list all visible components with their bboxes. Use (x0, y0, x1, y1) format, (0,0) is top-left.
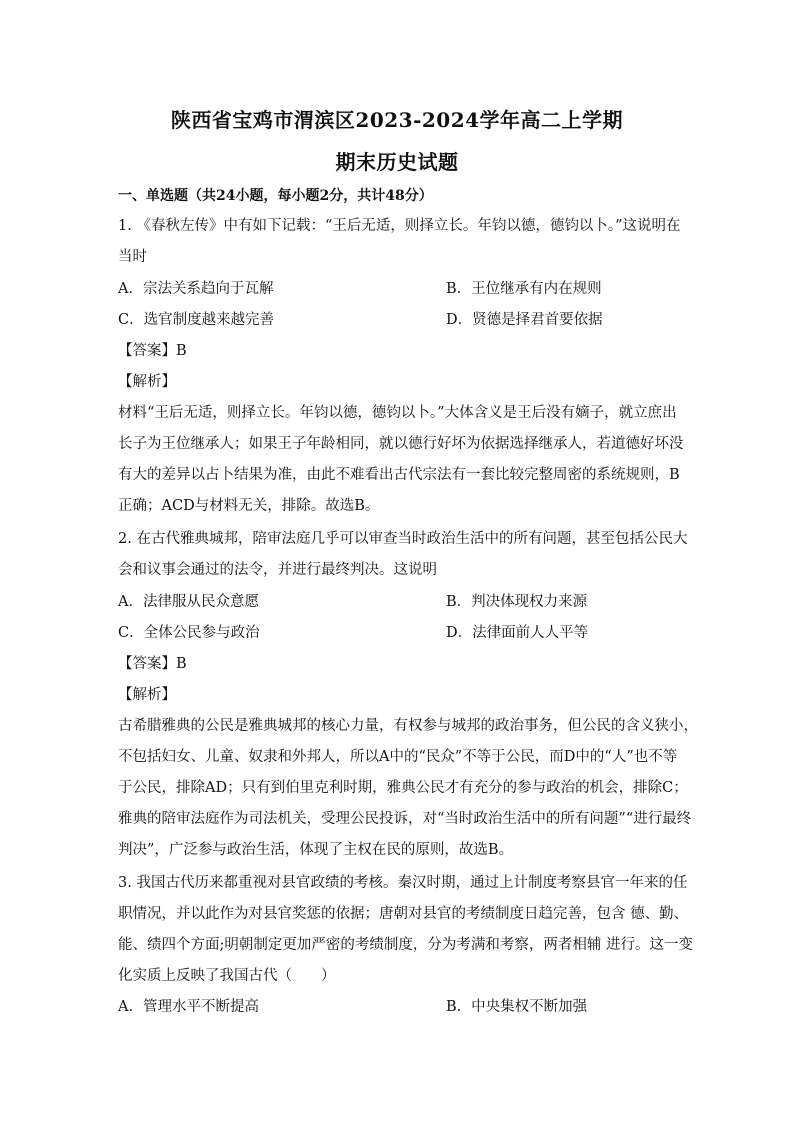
q1-analysis-label: 【解析】 (118, 374, 176, 390)
q2-analysis-label: 【解析】 (118, 687, 176, 703)
q2-stem-line1: 2. 在古代雅典城邦，陪审法庭几乎可以审查当时政治生活中的所有问题，甚至包括公民大 (118, 531, 688, 547)
q2-answer: 【答案】B (118, 656, 187, 672)
q1-analysis-line4: 正确；ACD与材料无关，排除。故选B。 (118, 498, 380, 514)
q3-option-a: A．管理水平不断提高 (118, 999, 259, 1015)
q1-stem-line2: 当时 (118, 249, 147, 265)
q1-answer: 【答案】B (118, 343, 187, 359)
q3-stem-line1: 3. 我国古代历来都重视对县官政绩的考核。秦汉时期，通过上计制度考察县官一年来的任 (118, 875, 688, 891)
q2-option-c: C．全体公民参与政治 (118, 625, 260, 641)
q1-analysis-line3: 有大的差异以占卜结果为准，由此不难看出古代宗法有一套比较完整周密的系统规则，B (118, 467, 680, 483)
q2-option-b: B．判决体现权力来源 (446, 594, 588, 610)
q2-analysis-line1: 古希腊雅典的公民是雅典城邦的核心力量，有权参与城邦的政治事务，但公民的含义狭小， (118, 718, 698, 734)
q3-stem-line3: 能、绩四个方面;明朝制定更加严密的考绩制度，分为考满和考察，两者相辅 进行。这一变 (118, 937, 693, 953)
q1-option-b: B．王位继承有内在规则 (446, 281, 602, 297)
q2-stem-line2: 会和议事会通过的法令，并进行最终判决。这说明 (118, 562, 437, 578)
q1-stem-line1: 1. 《春秋左传》中有如下记载：“王后无适，则择立长。年钧以德，德钧以卜。”这说明在 (118, 218, 681, 234)
document-title-line2: 期末历史试题 (335, 150, 459, 174)
q1-option-d: D．贤德是择君首要依据 (446, 312, 603, 328)
document-title-line1: 陕西省宝鸡市渭滨区2023-2024学年高二上学期 (170, 108, 624, 132)
q1-option-a: A．宗法关系趋向于瓦解 (118, 281, 274, 297)
q1-analysis-line2: 长子为王位继承人；如果王子年龄相同，就以德行好坏为依据选择继承人，若道德好坏没 (118, 436, 684, 452)
q2-analysis-line5: 判决”，广泛参与政治生活，体现了主权在民的原则，故选B。 (118, 842, 514, 858)
q2-option-a: A．法律服从民众意愿 (118, 594, 259, 610)
section-heading: 一、单选题（共24小题，每小题2分，共计48分） (118, 188, 433, 204)
q3-stem-line4: 化实质上反映了我国古代（ ） (118, 968, 336, 984)
q2-analysis-line3: 于公民，排除AD；只有到伯里克利时期，雅典公民才有充分的参与政治的机会，排除C； (118, 780, 688, 796)
q1-analysis-line1: 材料“王后无适，则择立长。年钧以德，德钧以卜。”大体含义是王后没有嫡子，就立庶出 (118, 405, 677, 421)
q2-analysis-line4: 雅典的陪审法庭作为司法机关，受理公民投诉，对“当时政治生活中的所有问题”“进行最终 (118, 811, 692, 827)
q3-option-b: B．中央集权不断加强 (446, 999, 588, 1015)
q2-analysis-line2: 不包括妇女、儿童、奴隶和外邦人，所以A中的“民众”不等于公民，而D中的“人”也不等 (118, 749, 678, 765)
q3-stem-line2: 职情况，并以此作为对县官奖惩的依据；唐朝对县官的考绩制度日趋完善，包含 德、勤、 (118, 906, 689, 922)
q2-option-d: D．法律面前人人平等 (446, 625, 589, 641)
q1-option-c: C．选官制度越来越完善 (118, 312, 275, 328)
